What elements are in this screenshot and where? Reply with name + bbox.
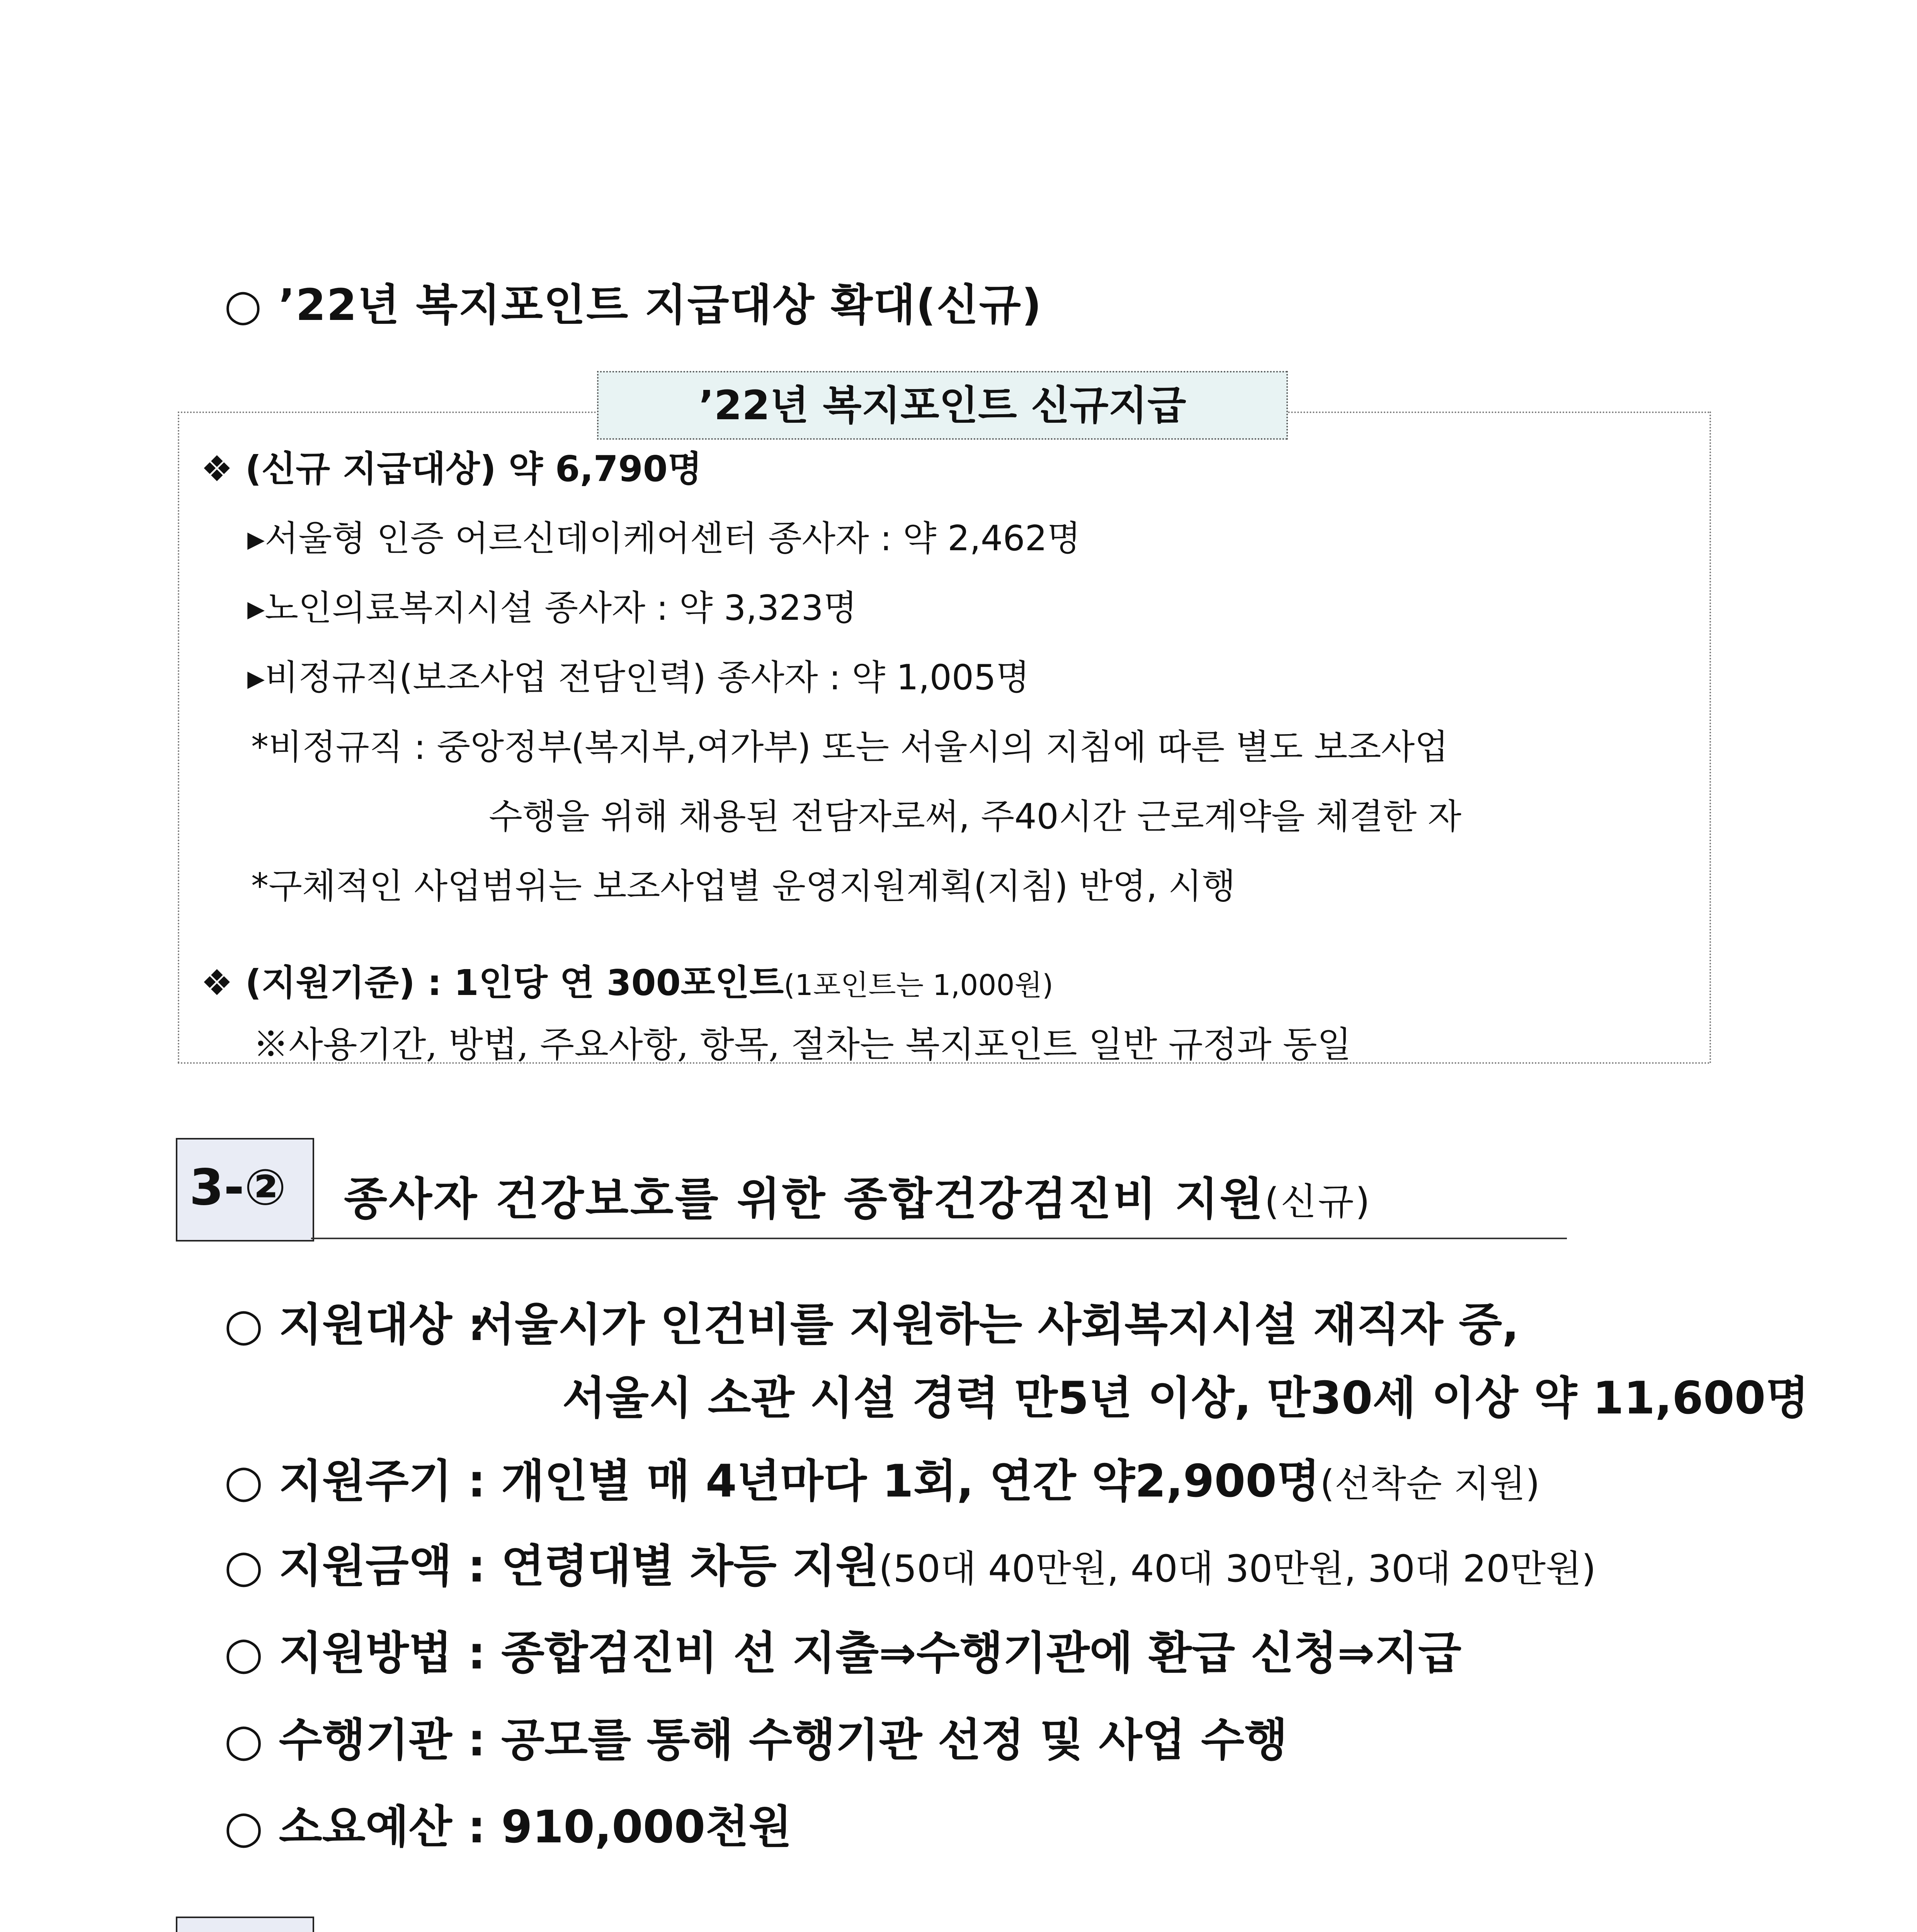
box-criteria — [201, 954, 1053, 1005]
box-item: ▸노인의료복지시설 종사자 : 약 3,323명 — [247, 588, 857, 628]
box-note: *비정규직 : 중앙정부(복지부,여가부) 또는 서울시의 지침에 따른 별도 보조사업 — [251, 727, 1449, 767]
section-title — [344, 1163, 1371, 1228]
list-item — [224, 1617, 1461, 1682]
box-note-cont: 수행을 위해 채용된 전담자로써, 주40시간 근로계약을 체결한 자 — [489, 796, 1461, 837]
list-item — [224, 1530, 1596, 1595]
section-heading: ○ ’22년 복지포인트 지급대상 확대(신규) — [224, 280, 1043, 330]
item-text: 연령대별 차등 지원 — [501, 1540, 879, 1592]
section-underline — [311, 1238, 1567, 1239]
box-item: ▸서울형 인증 어르신데이케어센터 종사자 : 약 2,462명 — [247, 518, 1081, 559]
list-item — [224, 1289, 1519, 1353]
list-item — [224, 1791, 792, 1855]
item-label: ○ 소요예산 : — [224, 1801, 486, 1853]
box-item: ▸비정규직(보조사업 전담인력) 종사자 : 약 1,005명 — [247, 657, 1030, 698]
item-text: 종합검진비 선 지출⇒수행기관에 환급 신청⇒지급 — [501, 1627, 1461, 1679]
box-criteria-note: ※사용기간, 방법, 주요사항, 항목, 절차는 복지포인트 일반 규정과 동일 — [253, 1024, 1352, 1065]
item-note: (선착순 지원) — [1320, 1462, 1540, 1505]
criteria-small: (1포인트는 1,000원) — [784, 969, 1053, 1002]
criteria-main: ❖ (지원기준) : 1인당 연 300포인트 — [201, 962, 784, 1003]
item-text: 서울시가 인건비를 지원하는 사회복지시설 재직자 중, — [471, 1299, 1519, 1351]
item-text: 공모를 통해 수행기관 선정 및 사업 수행 — [501, 1714, 1288, 1766]
section-tag: (신규) — [1264, 1180, 1371, 1223]
box-note: *구체적인 사업범위는 보조사업별 운영지원계획(지침) 반영, 시행 — [251, 866, 1236, 906]
list-item — [224, 1704, 1288, 1769]
item-label: ○ 지원금액 : — [224, 1540, 486, 1592]
item-text: 개인별 매 4년마다 1회, 연간 약2,900명 — [501, 1455, 1320, 1507]
section-number: 3-② — [189, 1159, 286, 1216]
item-label: ○ 수행기관 : — [224, 1714, 486, 1766]
item-text: 910,000천원 — [501, 1801, 792, 1853]
item-note: (50대 40만원, 40대 30만원, 30대 20만원) — [879, 1547, 1596, 1590]
list-item — [224, 1445, 1540, 1510]
item-label: ○ 지원대상 : — [224, 1299, 486, 1351]
section-title-text: 종사자 건강보호를 위한 종합건강검진비 지원 — [344, 1173, 1265, 1225]
section-number-box — [176, 1917, 314, 1932]
item-label: ○ 지원주기 : — [224, 1455, 486, 1507]
list-item-cont: 서울시 소관 시설 경력 만5년 이상, 만30세 이상 약 11,600명 — [562, 1372, 1809, 1424]
box-label: ’22년 복지포인트 신규지급 — [597, 371, 1288, 440]
box-target-line: ❖ (신규 지급대상) 약 6,790명 — [201, 448, 702, 490]
item-label: ○ 지원방법 : — [224, 1627, 486, 1679]
